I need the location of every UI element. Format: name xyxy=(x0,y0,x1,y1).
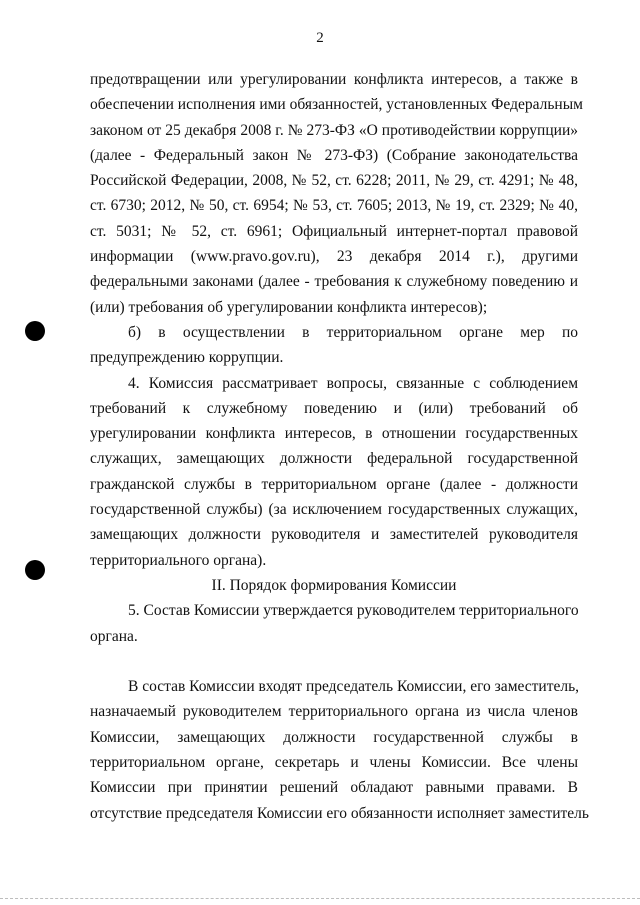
text-line: территориальном органе, секретарь и члены Комиссии. Все члены xyxy=(90,754,578,772)
text-line: Российской Федерации, 2008, № 52, ст. 6228; 2011, № 29, ст. 4291; № 48, xyxy=(90,172,578,190)
text-line: (далее - Федеральный закон № 273-ФЗ) (Собрание законодательства xyxy=(90,146,578,164)
text-line: служащих, замещающих должности федеральной государственной xyxy=(90,450,578,468)
page-number: 2 xyxy=(316,30,324,46)
text-line: Комиссии, замещающих должности государственной службы в xyxy=(90,728,578,746)
punch-hole xyxy=(25,321,45,341)
text-line: государственной службы) (за исключением государственных служащих, xyxy=(90,501,578,519)
text-line: назначаемый руководителем территориального органа из числа членов xyxy=(90,703,578,721)
text-line: органа. xyxy=(90,627,138,645)
text-line: предупреждению коррупции. xyxy=(90,349,284,367)
document-body xyxy=(90,67,589,826)
page-edge xyxy=(0,898,640,899)
text-line: II. Порядок формирования Комиссии xyxy=(211,576,457,594)
punch-hole xyxy=(25,560,45,580)
text-line: Комиссии при принятии решений обладают равными правами. В xyxy=(90,779,578,797)
text-line: предотвращении или урегулировании конфликта интересов, а также в xyxy=(90,71,578,88)
text-line: урегулировании конфликта интересов, в отношении государственных xyxy=(90,425,578,443)
text-line: гражданской службы в территориальном органе (далее - должности xyxy=(90,475,578,493)
text-line: 5. Состав Комиссии утверждается руководителем территориального xyxy=(128,602,579,620)
text-line: отсутствие председателя Комиссии его обязанности исполняет заместитель xyxy=(90,804,589,822)
text-line: 4. Комиссия рассматривает вопросы, связанные с соблюдением xyxy=(128,374,578,392)
text-line: б) в осуществлении в территориальном органе мер по xyxy=(128,323,578,341)
text-line: замещающих должности руководителя и заместителей руководителя xyxy=(90,526,578,544)
text-line: законом от 25 декабря 2008 г. № 273-ФЗ «О противодействии коррупции» xyxy=(90,121,578,139)
text-line: (или) требования об урегулировании конфликта интересов); xyxy=(90,298,488,316)
text-line: обеспечении исполнения ими обязанностей, установленных Федеральным xyxy=(90,96,583,114)
text-line: требований к служебному поведению и (или) требований об xyxy=(90,399,578,417)
text-line: федеральными законами (далее - требования к служебному поведению и xyxy=(90,273,578,291)
text-line: территориального органа). xyxy=(90,551,267,569)
text-line: ст. 5031; № 52, ст. 6961; Официальный интернет-портал правовой xyxy=(90,222,578,240)
text-line xyxy=(90,649,578,674)
text-line: ст. 6730; 2012, № 50, ст. 6954; № 53, ст. 7605; 2013, № 19, ст. 2329; № 40, xyxy=(90,197,578,215)
text-line: В состав Комиссии входят председатель Комиссии, его заместитель, xyxy=(128,678,580,696)
text-line: информации (www.pravo.gov.ru), 23 декабря 2014 г.), другими xyxy=(90,248,578,266)
